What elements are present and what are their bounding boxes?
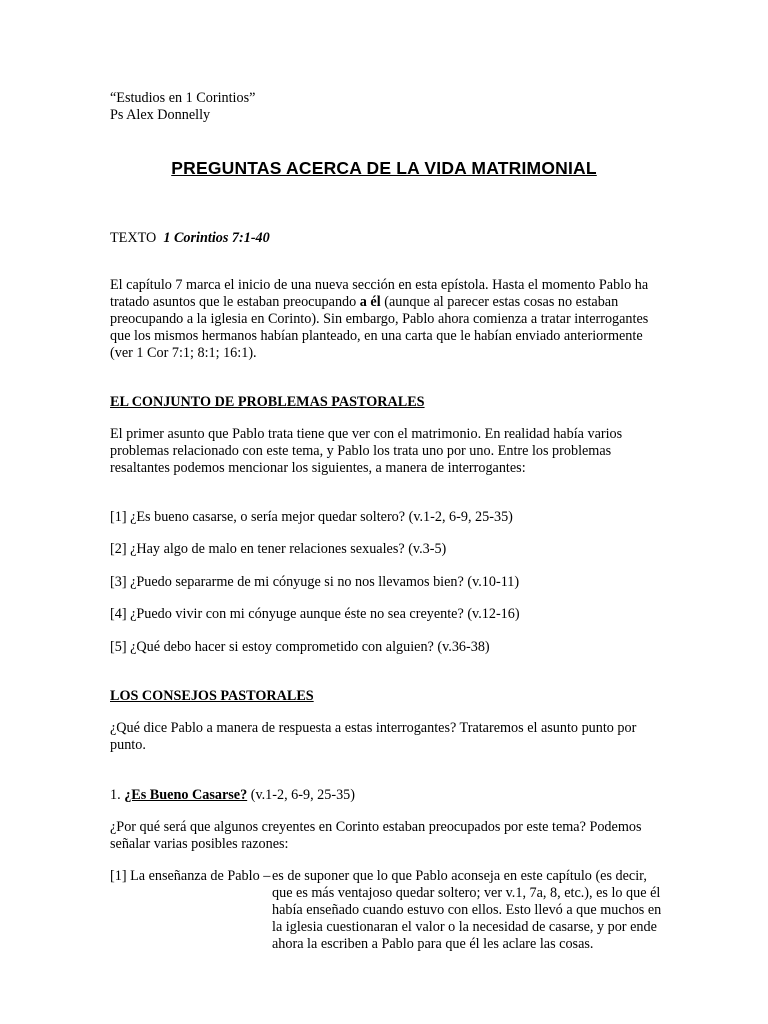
- question-4: [4] ¿Puedo vivir con mi cónyuge aunque éste no sea creyente? (v.12-16): [110, 606, 520, 622]
- intro-emphasis: a él: [359, 294, 381, 310]
- author-name: Ps Alex Donnelly: [110, 107, 211, 123]
- problems-paragraph: El primer asunto que Pablo trata tiene que ver con el matrimonio. En realidad había varios problemas relacionado con este tema, y Pablo los trata uno por uno. Entre los problemas resaltantes podemos mencionar los siguientes, a manera de interrogantes:: [110, 426, 623, 476]
- reason-1-label: [1] La enseñanza de Pablo –: [110, 868, 271, 884]
- intro-text-2: (aunque al parecer estas cosas no estaban preocupando a la iglesia en Corinto). Sin embargo, Pablo ahora comienza a tratar interrogantes que los mismos hermanos habían planteado, en una carta que le habían enviado anteriormente (ver 1 Cor 7:1; 8:1; 16:1).: [110, 294, 649, 361]
- section-heading-advice: LOS CONSEJOS PASTORALES: [110, 688, 314, 704]
- point-title: ¿Es Bueno Casarse?: [124, 787, 248, 803]
- question-1: [1] ¿Es bueno casarse, o sería mejor quedar soltero? (v.1-2, 6-9, 25-35): [110, 509, 513, 525]
- text-reference: [110, 230, 658, 247]
- point-number: 1.: [110, 787, 121, 803]
- reason-1-text: es de suponer que lo que Pablo aconseja en este capítulo (es decir, que es más ventajoso quedar soltero; ver v.1, 7a, 8, etc.), es lo que él había enseñado cuando estuvo con ellos. Esto llevó a que muchos en la iglesia cuestionaran el valor o la necesidad de casarse, y por ende ahora la escriben a Pablo para que él les aclare las cosas.: [272, 868, 662, 952]
- point-1-paragraph: ¿Por qué será que algunos creyentes en Corinto estaban preocupados por este tema? Podemos señalar varias posibles razones:: [110, 819, 642, 852]
- question-3: [3] ¿Puedo separarme de mi cónyuge si no nos llevamos bien? (v.10-11): [110, 574, 520, 590]
- intro-paragraph: [110, 277, 658, 362]
- point-1-heading: [110, 787, 658, 804]
- section-heading-problems: EL CONJUNTO DE PROBLEMAS PASTORALES: [110, 394, 425, 410]
- question-5: [5] ¿Qué debo hacer si estoy comprometido con alguien? (v.36-38): [110, 639, 490, 655]
- intro-text-1: El capítulo 7 marca el inicio de una nueva sección en esta epístola. Hasta el momento Pablo ha tratado asuntos que le estaban preocupando: [110, 277, 649, 310]
- point-refs: (v.1-2, 6-9, 25-35): [247, 787, 355, 803]
- advice-paragraph: ¿Qué dice Pablo a manera de respuesta a estas interrogantes? Trataremos el asunto punto por punto.: [110, 720, 637, 753]
- page-title: PREGUNTAS ACERCA DE LA VIDA MATRIMONIAL: [171, 158, 597, 178]
- series-title: “Estudios en 1 Corintios”: [110, 90, 256, 106]
- document-header: [110, 90, 658, 124]
- scripture-reference: 1 Corintios 7:1-40: [163, 230, 270, 246]
- texto-label: TEXTO: [110, 230, 157, 246]
- question-2: [2] ¿Hay algo de malo en tener relaciones sexuales? (v.3-5): [110, 541, 447, 557]
